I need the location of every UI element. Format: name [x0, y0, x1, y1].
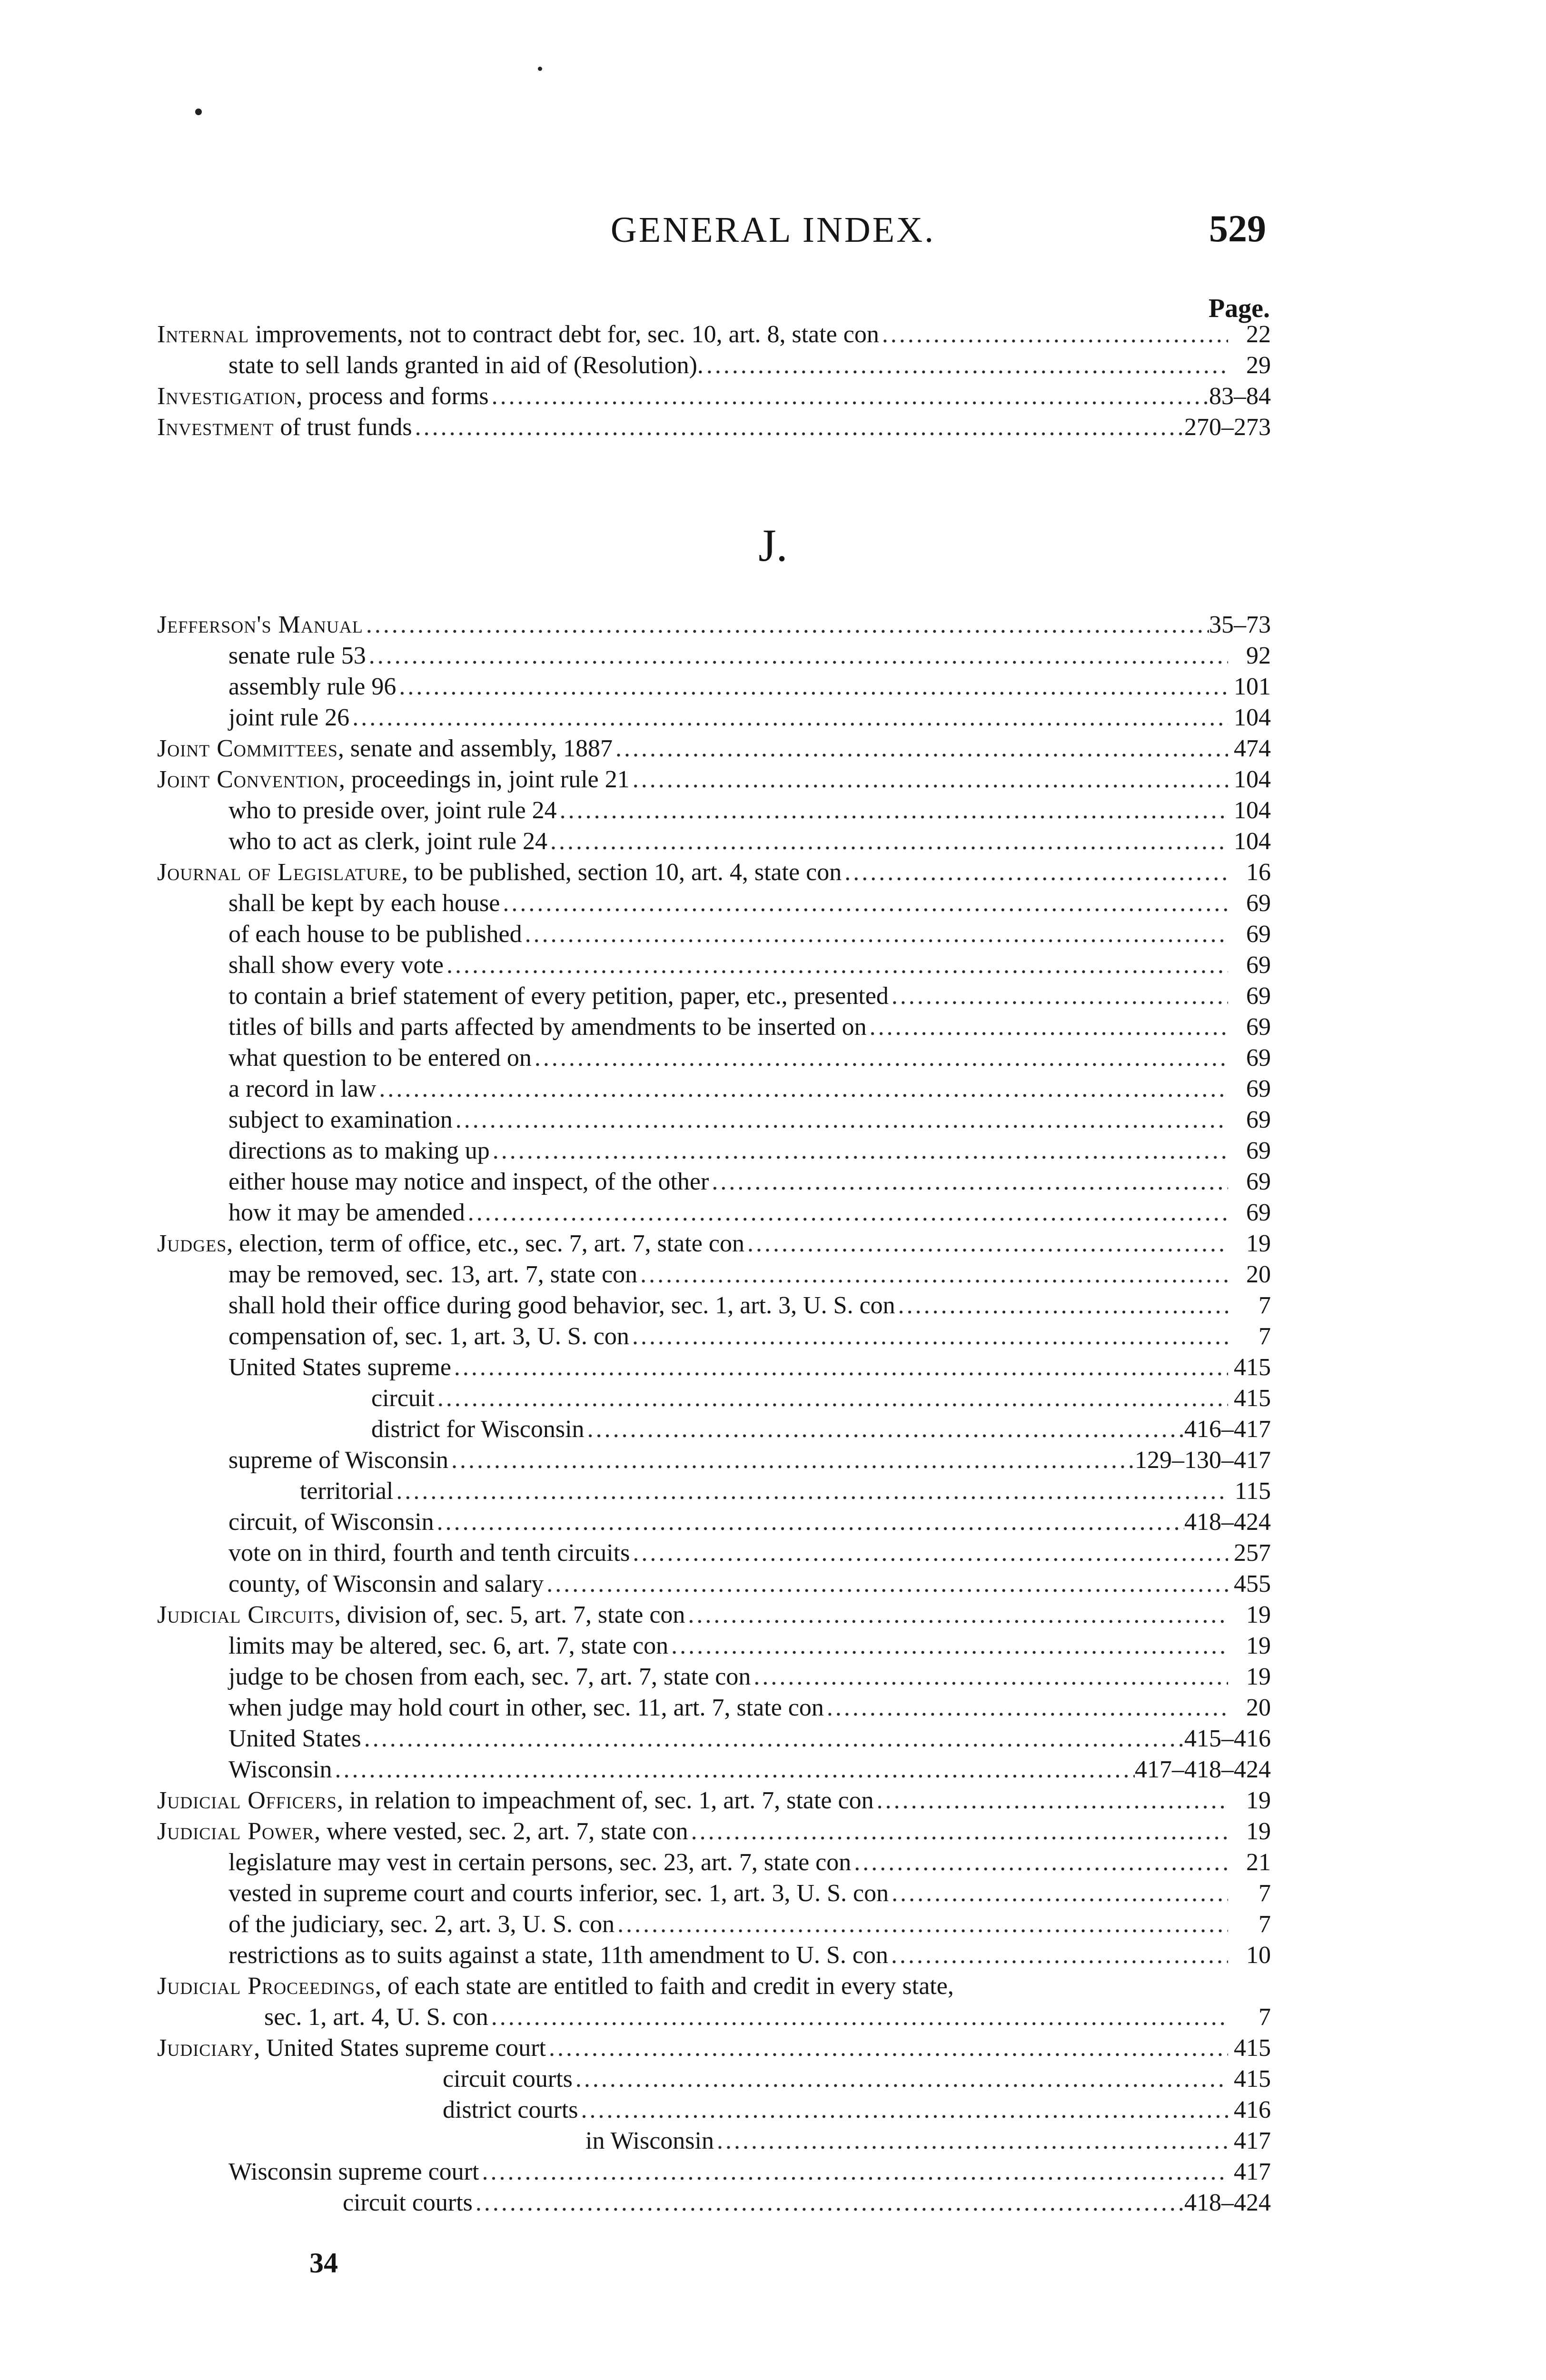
index-entry — [371, 1414, 1271, 1445]
entry-page-ref: 415 — [1234, 2065, 1271, 2092]
entry-text — [157, 1599, 685, 1631]
entry-page-ref: 415 — [1234, 1354, 1271, 1381]
entry-text — [228, 950, 444, 981]
dot-leader — [751, 1661, 1228, 1693]
index-entry — [228, 1166, 1271, 1198]
dot-leader — [396, 671, 1228, 703]
dot-leader — [453, 1104, 1228, 1136]
dot-leader — [688, 1816, 1228, 1847]
dot-leader — [895, 1290, 1228, 1321]
entry-description: vested in supreme court and courts inferior, sec. 1, art. 3, U. S. con — [228, 1880, 889, 1907]
entry-description: district for Wisconsin — [371, 1416, 585, 1443]
entry-page-ref: 69 — [1246, 921, 1271, 948]
dot-leader — [557, 795, 1228, 826]
entry-description: supreme of Wisconsin — [228, 1447, 448, 1474]
index-entry — [157, 412, 1271, 443]
entry-page-ref: 7 — [1259, 1880, 1271, 1907]
entry-text — [157, 764, 630, 795]
dot-leader — [489, 381, 1209, 412]
index-entry — [157, 319, 1271, 350]
index-entry — [228, 1568, 1271, 1600]
entry-text — [157, 319, 879, 350]
entry-page-ref: 418–424 — [1184, 2189, 1271, 2216]
entry-description: of each house to be published — [228, 921, 522, 948]
entry-text — [443, 2094, 578, 2126]
index-entry — [228, 1104, 1271, 1136]
entry-description: United States supreme — [228, 1354, 451, 1381]
entry-heading: Judiciary — [157, 2034, 254, 2062]
entry-page-ref: 19 — [1246, 1663, 1271, 1690]
entry-text — [157, 1971, 954, 2002]
entry-description: of the judiciary, sec. 2, art. 3, U. S. con — [228, 1911, 615, 1938]
entry-text — [228, 1166, 709, 1198]
index-entry — [443, 2063, 1271, 2095]
entry-page-ref: 69 — [1246, 1199, 1271, 1226]
entry-page-ref: 104 — [1234, 797, 1271, 824]
index-entry — [585, 2125, 1271, 2157]
entry-text — [228, 1661, 751, 1693]
dot-leader — [842, 857, 1228, 888]
entry-text — [371, 1414, 585, 1445]
dot-leader — [668, 1630, 1228, 1662]
index-entry — [228, 1352, 1271, 1383]
index-entry — [228, 950, 1271, 981]
entry-page-ref: 417 — [1234, 2158, 1271, 2185]
entry-text — [228, 1352, 451, 1383]
entry-description: of trust funds — [274, 414, 412, 441]
entry-page-ref: 83–84 — [1209, 383, 1271, 410]
dot-leader — [376, 1073, 1228, 1105]
entry-heading: Joint Committees — [157, 735, 338, 762]
entry-page-ref: 20 — [1246, 1694, 1271, 1721]
entry-description: what question to be entered on — [228, 1044, 532, 1071]
entry-page-ref: 7 — [1259, 2003, 1271, 2031]
entry-text — [228, 1940, 888, 1971]
entry-description: who to act as clerk, joint rule 24 — [228, 828, 548, 855]
entry-page-ref: 115 — [1234, 1478, 1271, 1505]
entry-heading: Judges — [157, 1230, 227, 1257]
entry-page-ref: 7 — [1259, 1323, 1271, 1350]
dot-leader — [544, 1568, 1228, 1600]
entry-heading: Judicial Circuits — [157, 1601, 335, 1628]
entry-page-ref: 19 — [1246, 1601, 1271, 1628]
entry-text — [157, 2033, 546, 2064]
index-entry — [228, 1073, 1271, 1105]
entry-description: sec. 1, art. 4, U. S. con — [264, 2003, 488, 2031]
dot-leader — [851, 1847, 1228, 1878]
dot-leader — [479, 2156, 1228, 2188]
entry-page-ref: 104 — [1234, 828, 1271, 855]
entry-description: , United States supreme court — [254, 2034, 546, 2062]
dot-leader — [361, 1723, 1184, 1755]
entry-description: to contain a brief statement of every petition, paper, etc., presented — [228, 982, 889, 1010]
index-entry — [228, 671, 1271, 703]
index-entry — [228, 888, 1271, 919]
entry-page-ref: 69 — [1246, 1106, 1271, 1133]
dot-leader — [547, 826, 1228, 857]
dot-leader — [630, 1537, 1228, 1569]
entry-description: county, of Wisconsin and salary — [228, 1570, 544, 1597]
dot-leader — [332, 1754, 1135, 1785]
entry-text — [157, 1228, 744, 1259]
entry-page-ref: 416–417 — [1184, 1416, 1271, 1443]
dot-leader — [366, 640, 1228, 672]
dot-leader — [888, 1940, 1228, 1971]
entry-description: how it may be amended — [228, 1199, 465, 1226]
dot-leader — [630, 764, 1228, 795]
entry-page-ref: 69 — [1246, 1075, 1271, 1102]
index-entry — [228, 1847, 1271, 1878]
index-entry — [228, 1321, 1271, 1352]
dot-leader — [585, 1414, 1184, 1445]
dot-leader — [704, 350, 1228, 381]
entry-text — [228, 1197, 465, 1229]
entry-page-ref: 16 — [1246, 859, 1271, 886]
entry-text — [228, 1909, 614, 1940]
entry-page-ref: 104 — [1234, 704, 1271, 731]
entry-text — [228, 1537, 630, 1569]
dot-leader — [573, 2063, 1228, 2095]
entry-page-ref: 29 — [1246, 352, 1271, 379]
entry-text — [443, 2063, 573, 2095]
entry-description: vote on in third, fourth and tenth circuits — [228, 1539, 630, 1567]
index-entry — [228, 350, 1271, 381]
entry-description: circuit, of Wisconsin — [228, 1508, 434, 1536]
entry-page-ref: 69 — [1246, 890, 1271, 917]
entry-text — [228, 1104, 453, 1136]
entry-description: titles of bills and parts affected by amendments to be inserted on — [228, 1013, 867, 1041]
entry-description: judge to be chosen from each, sec. 7, art. 7, state con — [228, 1663, 751, 1690]
entry-description: who to preside over, joint rule 24 — [228, 797, 557, 824]
dot-leader — [532, 1042, 1228, 1074]
dot-leader — [879, 319, 1228, 350]
entry-page-ref: 415–416 — [1184, 1725, 1271, 1752]
entry-description: in Wisconsin — [585, 2127, 714, 2154]
index-entry — [443, 2094, 1271, 2126]
entry-text — [228, 1630, 668, 1662]
entry-page-ref: 19 — [1246, 1632, 1271, 1659]
entry-text — [228, 671, 396, 703]
page-column-header: Page. — [1208, 294, 1270, 323]
entry-page-ref: 10 — [1246, 1942, 1271, 1969]
dot-leader — [824, 1692, 1228, 1724]
entry-description: district courts — [443, 2096, 578, 2123]
entry-text — [228, 1042, 532, 1074]
index-entry — [157, 733, 1271, 764]
index-entry — [228, 1135, 1271, 1167]
entry-text — [228, 1847, 851, 1878]
entry-page-ref: 69 — [1246, 1137, 1271, 1164]
index-entry — [228, 981, 1271, 1012]
entry-heading: Jefferson's Manual — [157, 611, 363, 638]
index-entry — [228, 640, 1271, 672]
entry-description: senate rule 53 — [228, 642, 366, 669]
entry-page-ref: 92 — [1246, 642, 1271, 669]
index-entry — [300, 1476, 1271, 1507]
entry-description: , in relation to impeachment of, sec. 1, art. 7, state con — [337, 1787, 874, 1814]
index-entry — [157, 764, 1271, 795]
index-entry — [228, 1197, 1271, 1229]
entry-page-ref: 417 — [1234, 2127, 1271, 2154]
entry-description: shall show every vote — [228, 952, 444, 979]
entry-description: limits may be altered, sec. 6, art. 7, state con — [228, 1632, 669, 1659]
index-entry — [228, 1012, 1271, 1043]
entry-text — [228, 1135, 490, 1167]
dot-leader — [709, 1166, 1228, 1198]
print-speck — [538, 67, 542, 71]
entry-description: , election, term of office, etc., sec. 7, art. 7, state con — [227, 1230, 744, 1257]
entry-description: assembly rule 96 — [228, 673, 396, 700]
index-entry — [157, 1599, 1271, 1631]
entry-text — [228, 795, 557, 826]
dot-leader — [522, 919, 1228, 950]
index-entry — [343, 2187, 1271, 2219]
index-entry — [228, 1630, 1271, 1662]
entry-text — [228, 826, 547, 857]
index-entry — [157, 2033, 1271, 2064]
entry-heading: Investigation — [157, 383, 297, 410]
entry-text — [228, 888, 500, 919]
dot-leader — [473, 2187, 1184, 2219]
entry-description: , where vested, sec. 2, art. 7, state con — [314, 1818, 688, 1845]
entry-page-ref: 455 — [1234, 1570, 1271, 1597]
dot-leader — [889, 981, 1228, 1012]
entry-text — [228, 1321, 629, 1352]
entry-text — [228, 1290, 895, 1321]
dot-leader — [465, 1197, 1228, 1229]
dot-leader — [874, 1785, 1228, 1816]
entry-page-ref: 101 — [1234, 673, 1271, 700]
dot-leader — [349, 702, 1228, 734]
entry-text — [228, 2156, 479, 2188]
entry-heading: Judicial Power — [157, 1818, 315, 1845]
entry-description: a record in law — [228, 1075, 377, 1102]
entry-description: either house may notice and inspect, of the other — [228, 1168, 709, 1195]
entry-description: , senate and assembly, 1887 — [337, 735, 613, 762]
entry-text — [228, 702, 349, 734]
entry-description: may be removed, sec. 13, art. 7, state con — [228, 1261, 638, 1288]
index-entry — [228, 1909, 1271, 1940]
index-entry — [228, 1692, 1271, 1724]
entry-page-ref: 21 — [1246, 1849, 1271, 1876]
entry-text — [157, 381, 489, 412]
entry-description: , of each state are entitled to faith and credit in every state, — [375, 1973, 954, 2000]
dot-leader — [614, 1909, 1228, 1940]
entry-description: state to sell lands granted in aid of (Resolution). — [228, 352, 704, 379]
dot-leader — [637, 1259, 1228, 1290]
entry-description: circuit courts — [443, 2065, 573, 2092]
running-title: GENERAL INDEX. — [610, 210, 936, 250]
entry-description: compensation of, sec. 1, art. 3, U. S. con — [228, 1323, 629, 1350]
entry-description: when judge may hold court in other, sec. 11, art. 7, state con — [228, 1694, 824, 1721]
index-entry — [157, 381, 1271, 412]
signature-mark: 34 — [309, 2247, 338, 2279]
entry-heading: Journal of Legislature — [157, 859, 402, 886]
entry-page-ref: 19 — [1246, 1230, 1271, 1257]
entry-page-ref: 129–130–417 — [1135, 1447, 1271, 1474]
entry-text — [228, 1445, 448, 1476]
index-entry — [371, 1383, 1271, 1414]
entry-text — [300, 1476, 393, 1507]
entry-text — [157, 1785, 874, 1816]
entry-page-ref: 104 — [1234, 766, 1271, 793]
entry-text — [157, 609, 363, 641]
entry-text — [157, 733, 613, 764]
entry-description: shall hold their office during good behavior, sec. 1, art. 3, U. S. con — [228, 1292, 895, 1319]
index-entry — [228, 1507, 1271, 1538]
entry-text — [228, 1507, 434, 1538]
entry-description: circuit courts — [343, 2189, 473, 2216]
section-letter: J. — [758, 520, 788, 571]
entry-text — [228, 1012, 867, 1043]
dot-leader — [448, 1445, 1135, 1476]
entry-description: legislature may vest in certain persons, sec. 23, art. 7, state con — [228, 1849, 852, 1876]
entry-description: subject to examination — [228, 1106, 453, 1133]
entry-description: Wisconsin supreme court — [228, 2158, 479, 2185]
entry-page-ref: 19 — [1246, 1787, 1271, 1814]
dot-leader — [500, 888, 1228, 919]
entry-text — [157, 857, 842, 888]
index-entry — [228, 1290, 1271, 1321]
index-entry — [157, 1785, 1271, 1816]
entry-description: , division of, sec. 5, art. 7, state con — [334, 1601, 685, 1628]
entry-text — [228, 1259, 637, 1290]
entry-page-ref: 418–424 — [1184, 1508, 1271, 1536]
entry-text — [228, 640, 366, 672]
entry-text — [228, 1723, 361, 1755]
entry-description: , to be published, section 10, art. 4, state con — [402, 859, 842, 886]
entry-description: directions as to making up — [228, 1137, 490, 1164]
dot-leader — [685, 1599, 1228, 1631]
entry-page-ref: 474 — [1234, 735, 1271, 762]
dot-leader — [488, 2002, 1228, 2033]
dot-leader — [444, 950, 1228, 981]
index-entry — [228, 1878, 1271, 1909]
entry-heading: Joint Convention — [157, 766, 339, 793]
dot-leader — [613, 733, 1228, 764]
dot-leader — [867, 1012, 1228, 1043]
entry-description: territorial — [300, 1478, 394, 1505]
entry-description: United States — [228, 1725, 361, 1752]
entry-description: Wisconsin — [228, 1756, 332, 1783]
entry-page-ref: 257 — [1234, 1539, 1271, 1567]
index-entry — [228, 1445, 1271, 1476]
entry-text — [228, 1754, 332, 1785]
entry-text — [157, 412, 412, 443]
print-speck — [195, 109, 202, 115]
index-entry — [228, 1042, 1271, 1074]
entry-heading: Judicial Officers — [157, 1787, 337, 1814]
index-entry — [264, 2002, 1271, 2033]
entry-heading: Investment — [157, 414, 274, 441]
entry-page-ref: 7 — [1259, 1911, 1271, 1938]
dot-leader — [363, 609, 1209, 641]
entry-page-ref: 69 — [1246, 1168, 1271, 1195]
entry-text — [228, 1568, 544, 1600]
index-entry — [157, 1816, 1271, 1847]
entry-page-ref: 20 — [1246, 1261, 1271, 1288]
page-number: 529 — [1209, 208, 1266, 250]
dot-leader — [393, 1476, 1228, 1507]
dot-leader — [451, 1352, 1228, 1383]
dot-leader — [412, 412, 1184, 443]
index-entry — [157, 609, 1271, 641]
entry-text — [228, 981, 889, 1012]
entry-text — [371, 1383, 435, 1414]
entry-page-ref: 22 — [1246, 321, 1271, 348]
entry-heading: Internal — [157, 321, 249, 348]
entry-page-ref: 417–418–424 — [1135, 1756, 1271, 1783]
entry-text — [157, 1816, 688, 1847]
entry-page-ref: 69 — [1246, 1013, 1271, 1041]
index-entry — [228, 2156, 1271, 2188]
entry-text — [585, 2125, 714, 2157]
index-entry — [228, 1537, 1271, 1569]
dot-leader — [889, 1878, 1228, 1909]
dot-leader — [546, 2033, 1228, 2064]
index-entry — [228, 1754, 1271, 1785]
dot-leader — [434, 1507, 1184, 1538]
entry-heading: Judicial Proceedings — [157, 1973, 376, 2000]
entry-text — [228, 1878, 889, 1909]
index-entry — [157, 1228, 1271, 1259]
entry-page-ref: 69 — [1246, 952, 1271, 979]
index-entry — [228, 919, 1271, 950]
index-entry — [228, 795, 1271, 826]
dot-leader — [490, 1135, 1228, 1167]
entry-page-ref: 69 — [1246, 982, 1271, 1010]
entry-page-ref: 7 — [1259, 1292, 1271, 1319]
entry-page-ref: 415 — [1234, 2034, 1271, 2062]
entry-description: , process and forms — [296, 383, 489, 410]
entry-page-ref: 415 — [1234, 1385, 1271, 1412]
entry-page-ref: 35–73 — [1209, 611, 1271, 638]
index-entry — [228, 826, 1271, 857]
entry-description: , proceedings in, joint rule 21 — [338, 766, 630, 793]
entry-text — [228, 1692, 824, 1724]
entry-page-ref: 69 — [1246, 1044, 1271, 1071]
entry-text — [228, 350, 704, 381]
entry-page-ref: 19 — [1246, 1818, 1271, 1845]
entry-text — [343, 2187, 473, 2219]
entry-text — [264, 2002, 488, 2033]
index-entry — [228, 1259, 1271, 1290]
entry-description: restrictions as to suits against a state, 11th amendment to U. S. con — [228, 1942, 888, 1969]
index-entry — [228, 1661, 1271, 1693]
dot-leader — [578, 2094, 1228, 2126]
entry-description: joint rule 26 — [228, 704, 350, 731]
entry-description: shall be kept by each house — [228, 890, 500, 917]
dot-leader — [744, 1228, 1228, 1259]
index-entry — [157, 1971, 1271, 2002]
entry-text — [228, 1073, 376, 1105]
entry-page-ref: 270–273 — [1184, 414, 1271, 441]
entry-page-ref: 416 — [1234, 2096, 1271, 2123]
index-entry — [228, 1940, 1271, 1971]
dot-leader — [714, 2125, 1228, 2157]
entry-text — [228, 919, 522, 950]
entry-description: improvements, not to contract debt for, sec. 10, art. 8, state con — [249, 321, 879, 348]
entry-description: circuit — [371, 1385, 435, 1412]
index-entry — [228, 702, 1271, 734]
dot-leader — [629, 1321, 1228, 1352]
dot-leader — [435, 1383, 1228, 1414]
index-entry — [228, 1723, 1271, 1755]
index-entry — [157, 857, 1271, 888]
